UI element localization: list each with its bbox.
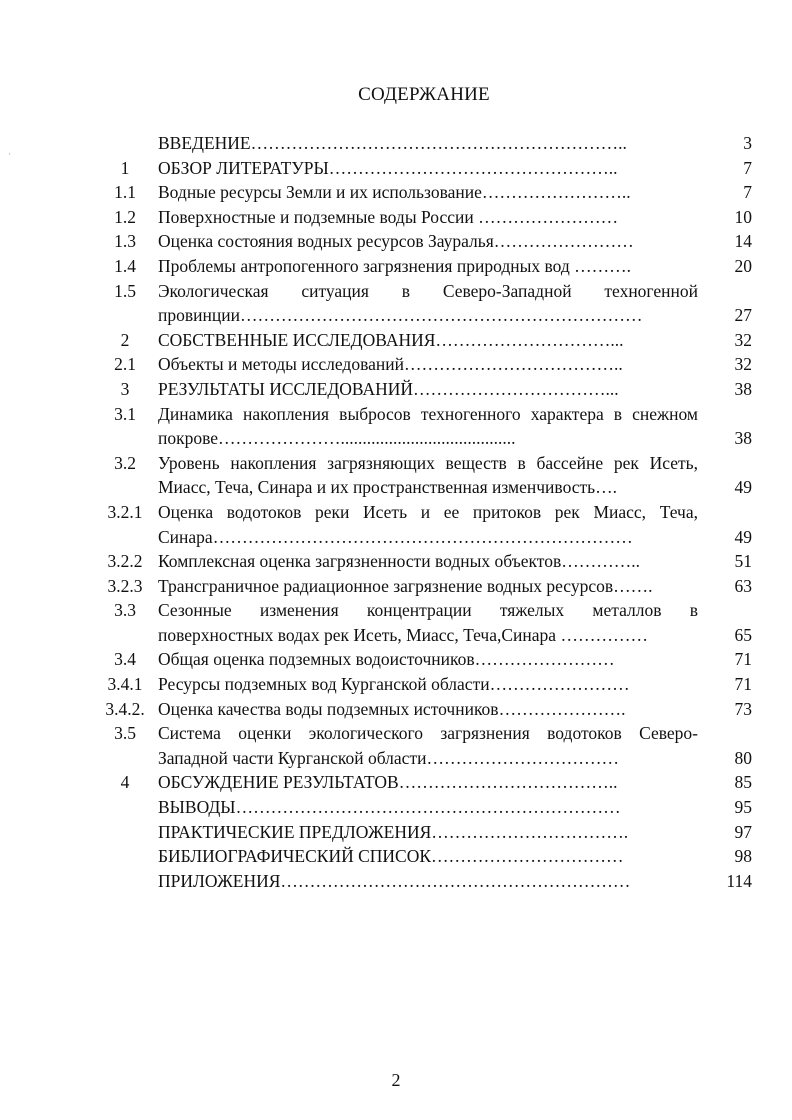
toc-row[interactable] xyxy=(92,352,752,377)
toc-section-number: 3.2.1 xyxy=(107,501,143,522)
toc-section-number: 3.4.2. xyxy=(105,698,145,719)
toc-page-number: 10 xyxy=(734,206,752,227)
toc-row[interactable] xyxy=(92,328,752,353)
toc-row[interactable] xyxy=(92,647,752,672)
toc-section-number: 4 xyxy=(120,772,130,793)
toc-page-number: 14 xyxy=(734,231,752,252)
toc-section-title: Поверхностные и подземные воды России …………………… xyxy=(158,206,619,227)
toc-section-title: Водные ресурсы Земли и их использование…………………….. xyxy=(158,182,631,203)
toc-row[interactable] xyxy=(92,672,752,697)
toc-row[interactable] xyxy=(92,279,752,328)
toc-section-number: 1.2 xyxy=(114,206,136,227)
toc-section-title: Система оценки экологического загрязнения водотоков Северо-Западной части Курганской области…………………………… xyxy=(158,723,698,768)
toc-row[interactable] xyxy=(92,721,752,770)
toc-section-title: Ресурсы подземных вод Курганской области…………………… xyxy=(158,674,630,695)
toc-page-number: 73 xyxy=(734,698,752,719)
toc-section-number: 3.2.2 xyxy=(107,551,143,572)
toc-section-number: 1.4 xyxy=(114,255,136,276)
toc-section-number: 2.1 xyxy=(114,354,136,375)
toc-section-title: ПРИЛОЖЕНИЯ…………………………………………………… xyxy=(158,870,631,891)
toc-page-number: 80 xyxy=(734,747,752,768)
toc-page-number: 38 xyxy=(734,378,752,399)
toc-section-title: Проблемы антропогенного загрязнения природных вод ………. xyxy=(158,255,632,276)
toc-section-number: 3.4 xyxy=(114,649,136,670)
toc-row[interactable] xyxy=(92,549,752,574)
toc-row[interactable] xyxy=(92,131,752,156)
toc-section-number: 1.1 xyxy=(114,182,136,203)
toc-page-number: 51 xyxy=(734,551,752,572)
toc-row[interactable] xyxy=(92,795,752,820)
toc-row[interactable] xyxy=(92,574,752,599)
toc-page-number: 49 xyxy=(734,526,752,547)
toc-page-number: 98 xyxy=(734,846,752,867)
toc-row[interactable] xyxy=(92,820,752,845)
toc-row[interactable] xyxy=(92,697,752,722)
toc-page-number: 7 xyxy=(743,157,752,178)
toc-row[interactable] xyxy=(92,254,752,279)
scan-speck: · xyxy=(8,149,11,159)
toc-page-number: 71 xyxy=(734,674,752,695)
toc-section-title: ПРАКТИЧЕСКИЕ ПРЕДЛОЖЕНИЯ……………………………. xyxy=(158,821,629,842)
toc-section-number: 3.5 xyxy=(114,723,136,744)
toc-section-number: 3.3 xyxy=(114,600,136,621)
table-of-contents xyxy=(92,131,752,893)
toc-section-title: ОБЗОР ЛИТЕРАТУРЫ………………………………………….. xyxy=(158,157,618,178)
toc-row[interactable] xyxy=(92,869,752,894)
toc-section-title: Объекты и методы исследований……………………………….. xyxy=(158,354,623,375)
toc-section-title: Комплексная оценка загрязненности водных объектов………….. xyxy=(158,551,640,572)
toc-row[interactable] xyxy=(92,451,752,500)
toc-page-number: 49 xyxy=(734,477,752,498)
toc-row[interactable] xyxy=(92,598,752,647)
toc-page-number: 7 xyxy=(743,182,752,203)
page-number: 2 xyxy=(391,1070,401,1090)
toc-row[interactable] xyxy=(92,180,752,205)
toc-section-title: Оценка качества воды подземных источников…………………. xyxy=(158,698,626,719)
toc-page-number: 3 xyxy=(743,133,752,153)
toc-section-number: 3 xyxy=(120,378,130,399)
page-title: СОДЕРЖАНИЕ xyxy=(358,84,490,105)
toc-row[interactable] xyxy=(92,770,752,795)
toc-section-title: Экологическая ситуация в Северо-Западной техногенной провинции…………………………………………………………… xyxy=(158,280,698,326)
toc-section-title: ВВЕДЕНИЕ……………………………………………………….. xyxy=(158,133,627,153)
toc-section-number: 3.4.1 xyxy=(107,674,143,695)
toc-section-number: 1 xyxy=(120,157,130,178)
toc-section-number: 3.2 xyxy=(114,452,136,473)
toc-page-number: 27 xyxy=(734,305,752,326)
toc-section-title: Оценка состояния водных ресурсов Зауралья…………………… xyxy=(158,231,634,252)
toc-page-number: 20 xyxy=(734,255,752,276)
toc-section-title: Сезонные изменения концентрации тяжелых металлов в поверхностных водах рек Исеть, Миасс, Теча,Синара …………… xyxy=(158,600,698,645)
toc-section-title: СОБСТВЕННЫЕ ИССЛЕДОВАНИЯ…………………………... xyxy=(158,329,624,350)
toc-page-number: 63 xyxy=(734,575,752,596)
toc-section-title: БИБЛИОГРАФИЧЕСКИЙ СПИСОК…………………………… xyxy=(158,846,624,867)
toc-section-title: Оценка водотоков реки Исеть и ее притоков рек Миасс, Теча, Синара……………………………………………………………… xyxy=(158,501,698,547)
toc-row[interactable] xyxy=(92,844,752,869)
toc-page-number: 32 xyxy=(734,354,752,375)
toc-page-number: 97 xyxy=(734,821,752,842)
toc-row[interactable] xyxy=(92,500,752,549)
toc-section-number: 2 xyxy=(120,329,130,350)
toc-row[interactable] xyxy=(92,229,752,254)
toc-row[interactable] xyxy=(92,377,752,402)
toc-section-title: ВЫВОДЫ………………………………………………………… xyxy=(158,797,621,818)
toc-section-number: 3.2.3 xyxy=(107,575,143,596)
toc-page-number: 38 xyxy=(734,428,752,449)
toc-page-number: 71 xyxy=(734,649,752,670)
toc-page-number: 114 xyxy=(726,870,752,891)
toc-section-number: 3.1 xyxy=(114,403,136,424)
toc-section-title: Уровень накопления загрязняющих веществ в бассейне рек Исеть, Миасс, Теча, Синара и их пространственная изменчивость…. xyxy=(158,452,698,498)
toc-page-number: 32 xyxy=(734,329,752,350)
toc-section-title: Динамика накопления выбросов техногенного характера в снежном покрове…………………........................................ xyxy=(158,403,698,449)
toc-section-title: ОБСУЖДЕНИЕ РЕЗУЛЬТАТОВ……………………………….. xyxy=(158,772,618,793)
toc-page-number: 85 xyxy=(734,772,752,793)
toc-row[interactable] xyxy=(92,156,752,181)
toc-section-title: Общая оценка подземных водоисточников…………………… xyxy=(158,649,615,670)
toc-section-number: 1.3 xyxy=(114,231,136,252)
toc-row[interactable] xyxy=(92,205,752,230)
toc-page-number: 95 xyxy=(734,797,752,818)
toc-page-number: 65 xyxy=(734,624,752,645)
toc-section-title: РЕЗУЛЬТАТЫ ИССЛЕДОВАНИЙ……………………………... xyxy=(158,378,619,399)
toc-section-number: 1.5 xyxy=(114,280,136,301)
toc-row[interactable] xyxy=(92,402,752,451)
toc-section-title: Трансграничное радиационное загрязнение водных ресурсов……. xyxy=(158,575,653,596)
